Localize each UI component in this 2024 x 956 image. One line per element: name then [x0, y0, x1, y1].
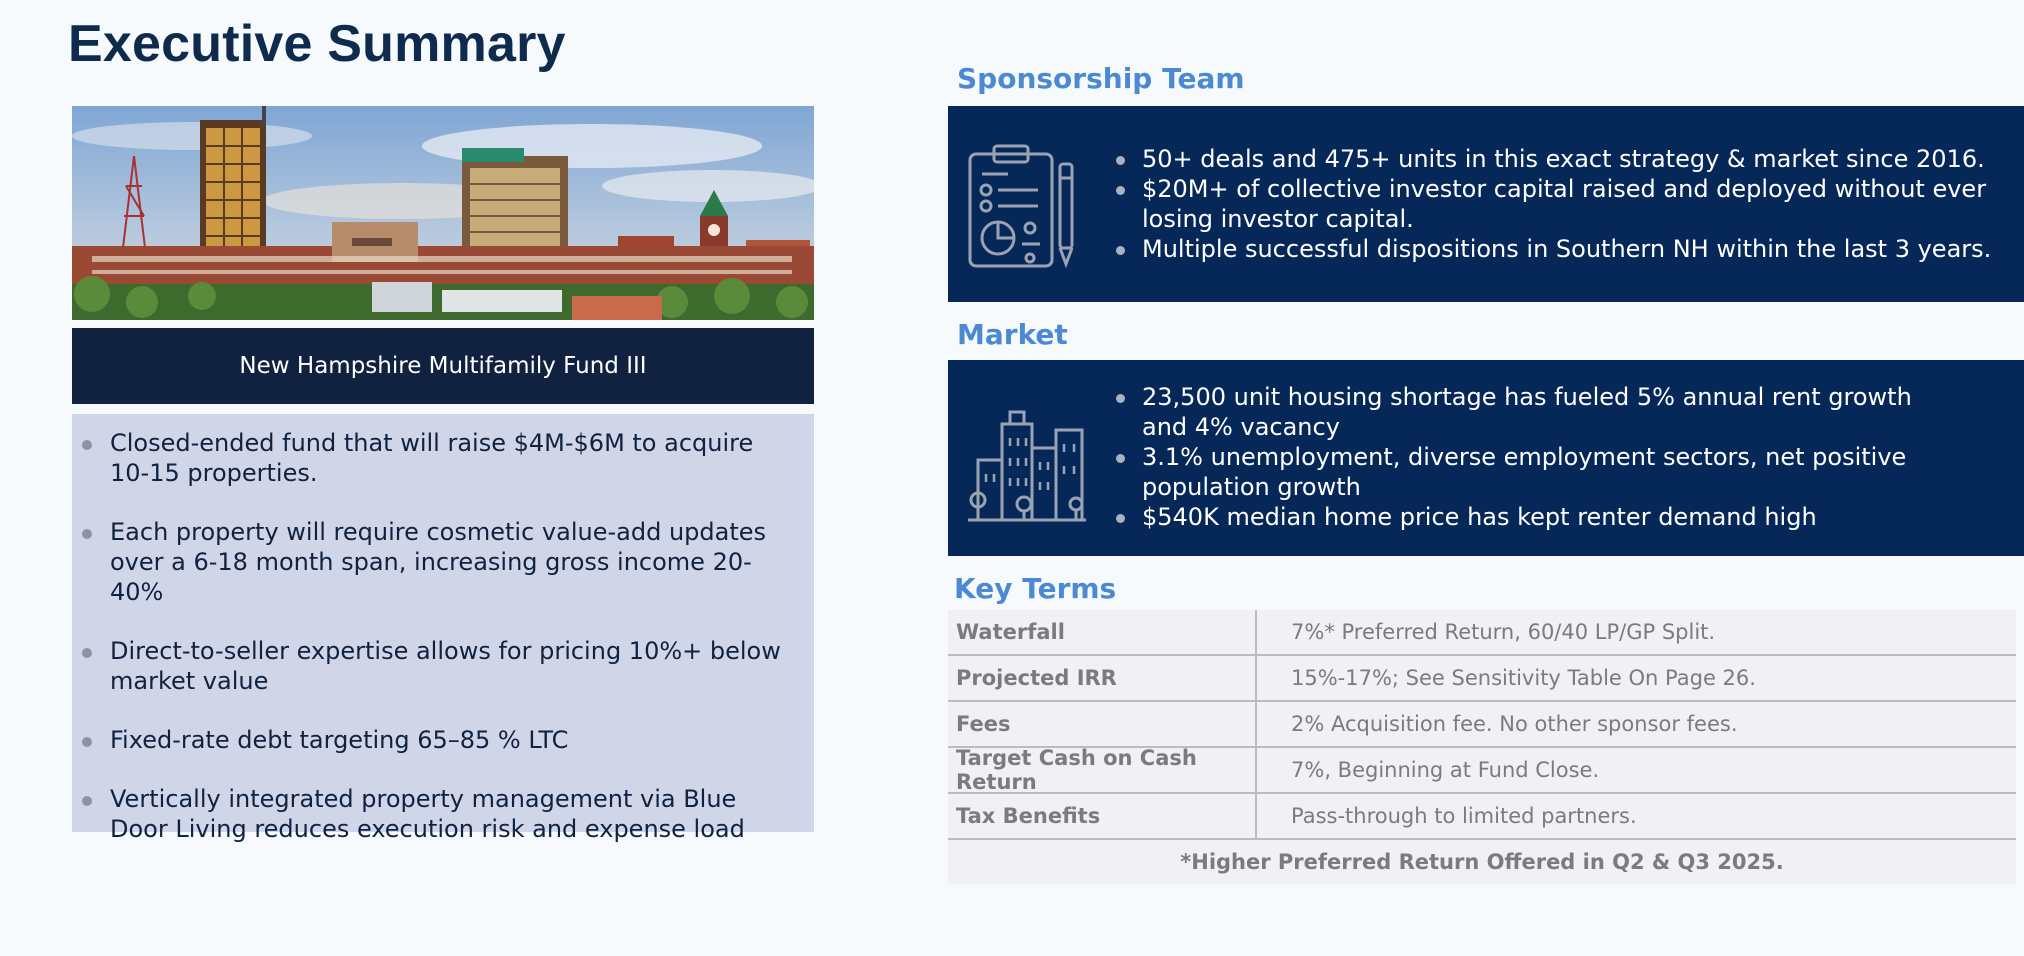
market-text: 23,500 unit housing shortage has fueled 5% annual rent growth and 4% vacancy [1142, 383, 1912, 441]
city-skyline-photo [72, 106, 814, 320]
list-item [110, 428, 800, 488]
highlight-text: Fixed-rate debt targeting 65–85 % LTC [110, 726, 569, 754]
list-item [110, 517, 800, 607]
bullet-icon [1116, 514, 1125, 523]
bullet-icon [1116, 394, 1125, 403]
term-label: Fees [948, 702, 1257, 746]
highlight-text: Vertically integrated property management via Blue Door Living reduces execution risk and expense load [110, 785, 745, 843]
fund-highlights-list [110, 428, 800, 844]
table-row [948, 794, 2016, 840]
fund-name-banner [72, 328, 814, 404]
key-terms-footnote: *Higher Preferred Return Offered in Q2 & Q3 2025. [1180, 850, 1784, 874]
term-value: 15%-17%; See Sensitivity Table On Page 26. [1291, 666, 1756, 690]
sponsorship-list [1142, 144, 2002, 264]
sponsorship-heading: Sponsorship Team [957, 62, 1245, 95]
list-item [110, 784, 800, 844]
sponsorship-text: Multiple successful dispositions in Southern NH within the last 3 years. [1142, 235, 1992, 263]
sponsorship-panel [948, 106, 2024, 302]
bullet-icon [82, 529, 92, 539]
bullet-icon [1116, 454, 1125, 463]
market-text: 3.1% unemployment, diverse employment sectors, net positive population growth [1142, 443, 1907, 501]
bullet-icon [82, 737, 92, 747]
bullet-icon [82, 440, 92, 450]
highlight-text: Each property will require cosmetic value-add updates over a 6-18 month span, increasing gross income 20-40% [110, 518, 767, 606]
list-item [1142, 174, 2002, 234]
page-title: Executive Summary [68, 15, 566, 73]
key-terms-heading: Key Terms [954, 572, 1117, 605]
bullet-icon [1116, 156, 1125, 165]
list-item [1142, 382, 1942, 442]
table-row [948, 748, 2016, 794]
table-row [948, 702, 2016, 748]
bullet-icon [1116, 186, 1125, 195]
table-row [948, 656, 2016, 702]
term-label: Target Cash on Cash Return [948, 748, 1257, 792]
list-item [1142, 442, 1942, 502]
list-item [1142, 502, 1942, 532]
fund-name: New Hampshire Multifamily Fund III [239, 353, 647, 379]
bullet-icon [1116, 246, 1125, 255]
key-terms-table [948, 610, 2016, 884]
term-value: 7%* Preferred Return, 60/40 LP/GP Split. [1291, 620, 1716, 644]
term-value: Pass-through to limited partners. [1291, 804, 1637, 828]
term-label: Waterfall [948, 610, 1257, 654]
market-text: $540K median home price has kept renter demand high [1142, 503, 1817, 531]
term-value: 7%, Beginning at Fund Close. [1291, 758, 1600, 782]
clipboard-report-icon [968, 144, 1078, 275]
highlight-text: Direct-to-seller expertise allows for pricing 10%+ below market value [110, 637, 781, 695]
list-item [110, 725, 800, 755]
fund-highlights-panel [72, 414, 814, 843]
sponsorship-text: 50+ deals and 475+ units in this exact strategy & market since 2016. [1142, 145, 1985, 173]
list-item [110, 636, 800, 696]
table-row [948, 610, 2016, 656]
term-label: Tax Benefits [948, 794, 1257, 838]
list-item [1142, 234, 2002, 264]
highlight-text: Closed-ended fund that will raise $4M-$6M to acquire 10-15 properties. [110, 429, 754, 487]
bullet-icon [82, 796, 92, 806]
market-panel [948, 360, 2024, 556]
bullet-icon [82, 648, 92, 658]
market-heading: Market [957, 318, 1068, 351]
term-label: Projected IRR [948, 656, 1257, 700]
list-item [1142, 144, 2002, 174]
term-value: 2% Acquisition fee. No other sponsor fees. [1291, 712, 1738, 736]
sponsorship-text: $20M+ of collective investor capital raised and deployed without ever losing investor capital. [1142, 175, 1987, 233]
city-buildings-icon [968, 408, 1086, 529]
market-list [1142, 382, 1942, 532]
